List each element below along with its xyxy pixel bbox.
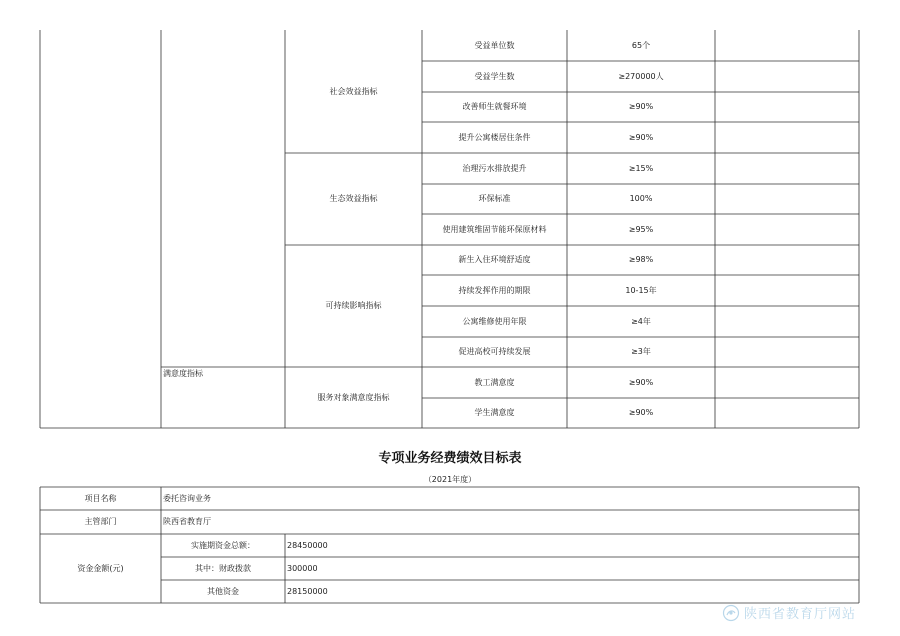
project-name-label: 项目名称 [84,493,117,503]
indicator-name: 教工满意度 [474,377,515,387]
indicator-value: ≥90% [628,132,654,142]
indicator-value: ≥95% [628,224,654,234]
indicator-value: ≥270000人 [618,71,664,81]
fiscal-funds-value: 300000 [287,563,318,573]
indicator-value: 100% [629,194,653,203]
group-label-social-benefit: 社会效益指标 [329,86,378,96]
department-value: 陕西省教育厅 [163,517,211,526]
indicator-value: ≥15% [628,163,654,173]
education-dept-logo-icon [722,604,740,622]
satisfaction-category-label: 满意度指标 [163,369,203,378]
indicator-value: 10-15年 [625,285,657,295]
watermark-text: 陕西省教育厅网站 [744,607,857,622]
indicator-name: 使用建筑维固节能环保原材料 [442,224,547,234]
group-label-service-satisfaction: 服务对象满意度指标 [317,392,390,402]
indicator-name: 学生满意度 [474,408,515,417]
total-funds-label: 实施期资金总额： [191,540,255,550]
indicator-name: 受益学生数 [474,71,515,81]
indicator-name: 改善师生就餐环境 [462,102,527,111]
project-name-value: 委托咨询业务 [163,493,211,503]
indicator-value: ≥90% [628,408,654,417]
indicator-value: ≥90% [628,377,654,387]
total-funds-value: 28450000 [287,540,328,550]
indicator-name: 提升公寓楼居住条件 [458,132,531,142]
form-year: （2021年度） [423,475,477,484]
indicator-value: ≥90% [628,102,654,111]
indicator-name: 公寓维修使用年限 [462,316,527,326]
indicator-name: 环保标准 [478,194,511,203]
group-label-sustainable-impact: 可持续影响指标 [325,301,382,310]
indicator-name: 新生入住环境舒适度 [458,255,531,264]
funds-label: 资金金额(元) [77,563,124,573]
indicator-value: ≥98% [628,255,654,264]
watermark [722,603,856,622]
indicator-value: ≥3年 [631,347,651,356]
indicator-value: ≥4年 [631,316,651,326]
department-label: 主管部门 [84,517,117,526]
indicator-name: 受益单位数 [474,40,515,50]
group-label-ecological-benefit: 生态效益指标 [329,194,378,203]
other-funds-value: 28150000 [287,586,328,596]
form-title: 专项业务经费绩效目标表 [378,451,522,466]
indicator-name: 促进高校可持续发展 [458,347,531,356]
indicator-name: 持续发挥作用的期限 [458,285,531,295]
indicator-name: 治理污水排放提升 [462,163,527,173]
other-funds-label: 其他资金 [207,586,239,596]
indicator-value: 65个 [631,40,651,50]
fiscal-funds-label: 其中：财政拨款 [195,563,251,573]
